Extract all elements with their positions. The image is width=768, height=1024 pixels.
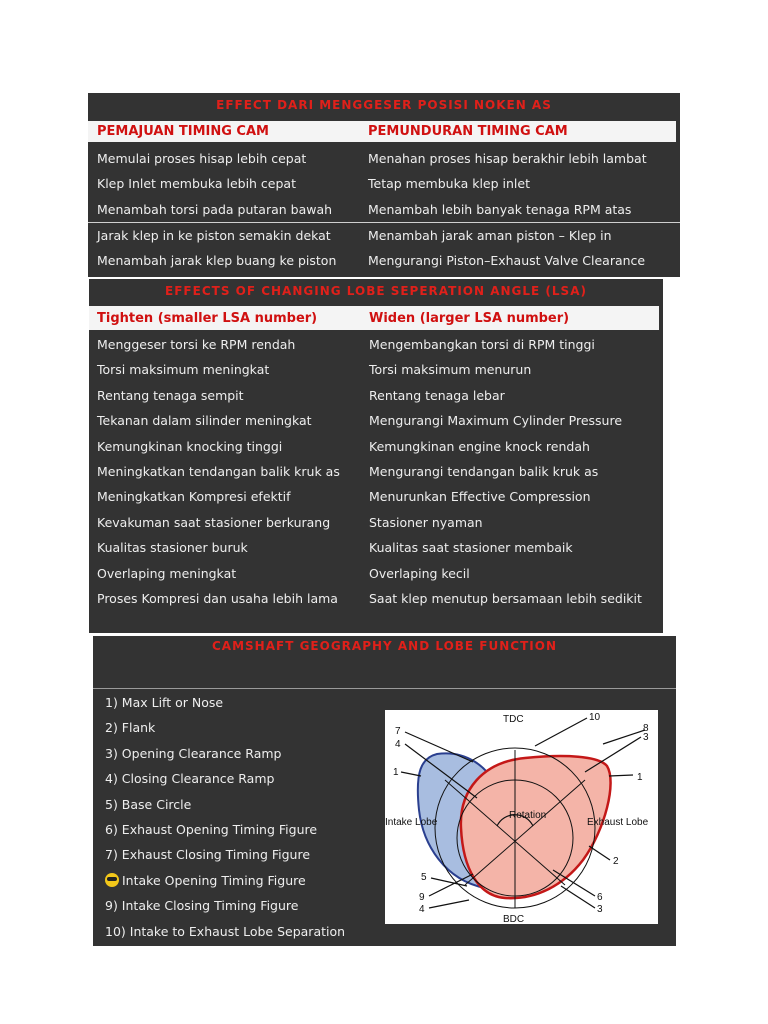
num-1b: 1 bbox=[637, 772, 643, 783]
title-divider bbox=[93, 688, 676, 689]
cell-right: Kemungkinan engine knock rendah bbox=[369, 438, 590, 454]
cell-left: Meningkatkan Kompresi efektif bbox=[97, 489, 291, 505]
lsa-header bbox=[89, 306, 659, 330]
exhaust-label: Exhaust Lobe bbox=[587, 817, 649, 828]
table-row bbox=[89, 561, 663, 586]
cell-right: Mengurangi tendangan balik kruk as bbox=[369, 464, 599, 479]
list-item-label: 3) Opening Clearance Ramp bbox=[105, 745, 282, 761]
cell-left: Kualitas stasioner buruk bbox=[97, 540, 248, 556]
cell-left: Menggeser torsi ke RPM rendah bbox=[97, 337, 296, 352]
list-item-label: 7) Exhaust Closing Timing Figure bbox=[105, 847, 311, 863]
lsa-panel bbox=[89, 279, 663, 633]
table-row bbox=[89, 510, 663, 535]
lobe-diagram-svg bbox=[385, 710, 658, 924]
header-tighten: Tighten (smaller LSA number) bbox=[97, 311, 318, 326]
cell-left: Kemungkinan knocking tinggi bbox=[97, 438, 283, 454]
header-widen: Widen (larger LSA number) bbox=[369, 311, 570, 326]
table-row bbox=[88, 248, 680, 273]
list-item-label: 4) Closing Clearance Ramp bbox=[105, 771, 275, 787]
cell-left: Klep Inlet membuka lebih cepat bbox=[97, 176, 296, 191]
list-item-label: Intake Opening Timing Figure bbox=[122, 872, 306, 888]
num-4b: 4 bbox=[419, 904, 425, 915]
cell-right: Menurunkan Effective Compression bbox=[369, 489, 591, 505]
cell-left: Menambah jarak klep buang ke piston bbox=[97, 253, 337, 268]
cell-left: Proses Kompresi dan usaha lebih lama bbox=[97, 591, 338, 606]
list-item bbox=[105, 771, 274, 786]
tdc-label: TDC bbox=[503, 714, 524, 725]
list-item bbox=[105, 695, 223, 710]
header-retard: PEMUNDURAN TIMING CAM bbox=[368, 124, 568, 139]
header-advance: PEMAJUAN TIMING CAM bbox=[97, 124, 269, 139]
cell-left: Menambah torsi pada putaran bawah bbox=[97, 202, 333, 217]
rotation-label: Rotation bbox=[509, 810, 547, 821]
list-item bbox=[105, 898, 298, 913]
list-item-label: 9) Intake Closing Timing Figure bbox=[105, 898, 299, 914]
list-item-label: 5) Base Circle bbox=[105, 796, 192, 812]
timing-cam-title: EFFECT DARI MENGGESER POSISI NOKEN AS bbox=[216, 98, 552, 112]
cell-right: Mengembangkan torsi di RPM tinggi bbox=[369, 337, 595, 352]
list-item bbox=[105, 746, 281, 761]
num-10: 10 bbox=[589, 712, 601, 723]
num-3a: 3 bbox=[643, 732, 649, 743]
list-item-label: 1) Max Lift or Nose bbox=[105, 695, 224, 710]
table-row bbox=[88, 197, 680, 222]
timing-cam-header bbox=[88, 121, 676, 142]
cell-right: Mengurangi Piston–Exhaust Valve Clearance bbox=[368, 253, 646, 268]
list-item bbox=[105, 822, 317, 837]
cell-right: Rentang tenaga lebar bbox=[369, 387, 505, 403]
num-4a: 4 bbox=[395, 739, 401, 750]
num-3b: 3 bbox=[597, 904, 603, 915]
list-item bbox=[105, 720, 155, 735]
list-item bbox=[105, 924, 345, 939]
list-item bbox=[105, 873, 306, 888]
cell-right: Kualitas saat stasioner membaik bbox=[369, 540, 573, 556]
cell-right: Torsi maksimum menurun bbox=[369, 362, 532, 378]
table-row bbox=[89, 535, 663, 560]
cell-right: Overlaping kecil bbox=[369, 565, 470, 581]
num-8: 8 bbox=[643, 723, 649, 734]
cell-left: Meningkatkan tendangan balik kruk as bbox=[97, 464, 340, 479]
camshaft-lobe-diagram bbox=[385, 710, 658, 924]
list-item bbox=[105, 847, 310, 862]
table-row bbox=[89, 332, 663, 357]
num-7: 7 bbox=[395, 726, 401, 737]
list-item-label: 10) Intake to Exhaust Lobe Separation bbox=[105, 923, 346, 939]
cell-right: Menambah lebih banyak tenaga RPM atas bbox=[368, 202, 632, 217]
cell-right: Menahan proses hisap berakhir lebih lambat bbox=[368, 151, 647, 166]
cell-right: Tetap membuka klep inlet bbox=[368, 176, 530, 191]
table-row bbox=[89, 484, 663, 509]
cell-right: Menambah jarak aman piston – Klep in bbox=[368, 228, 612, 243]
cell-left: Overlaping meningkat bbox=[97, 565, 237, 581]
list-item-label: 2) Flank bbox=[105, 720, 156, 736]
intake-label: Intake Lobe bbox=[385, 817, 438, 828]
cell-right: Saat klep menutup bersamaan lebih sedikit bbox=[369, 591, 642, 606]
num-1a: 1 bbox=[393, 767, 399, 778]
camshaft-title: CAMSHAFT GEOGRAPHY AND LOBE FUNCTION bbox=[212, 639, 557, 653]
smiley-sunglasses-icon bbox=[105, 873, 119, 887]
table-row bbox=[89, 459, 663, 484]
cell-left: Tekanan dalam silinder meningkat bbox=[97, 413, 312, 429]
table-row bbox=[89, 434, 663, 459]
table-row bbox=[89, 586, 663, 611]
table-row bbox=[89, 383, 663, 408]
table-row bbox=[88, 223, 680, 248]
table-row bbox=[88, 146, 680, 171]
num-5: 5 bbox=[421, 872, 427, 883]
num-9: 9 bbox=[419, 892, 425, 903]
list-item-label: 6) Exhaust Opening Timing Figure bbox=[105, 822, 318, 837]
camshaft-panel bbox=[93, 636, 676, 946]
list-item bbox=[105, 797, 191, 812]
cell-left: Kevakuman saat stasioner berkurang bbox=[97, 514, 331, 530]
table-row bbox=[89, 408, 663, 433]
cell-left: Memulai proses hisap lebih cepat bbox=[97, 151, 307, 166]
cell-left: Rentang tenaga sempit bbox=[97, 387, 244, 403]
lsa-title: EFFECTS OF CHANGING LOBE SEPERATION ANGLE (LSA) bbox=[165, 284, 587, 298]
table-row bbox=[89, 357, 663, 382]
cell-left: Torsi maksimum meningkat bbox=[97, 362, 270, 378]
num-2: 2 bbox=[613, 856, 619, 867]
timing-cam-panel bbox=[88, 93, 680, 277]
cell-right: Stasioner nyaman bbox=[369, 514, 483, 530]
bdc-label: BDC bbox=[503, 914, 525, 924]
cell-left: Jarak klep in ke piston semakin dekat bbox=[97, 228, 331, 243]
table-row bbox=[88, 171, 680, 196]
num-6: 6 bbox=[597, 892, 603, 903]
cell-right: Mengurangi Maximum Cylinder Pressure bbox=[369, 413, 623, 429]
